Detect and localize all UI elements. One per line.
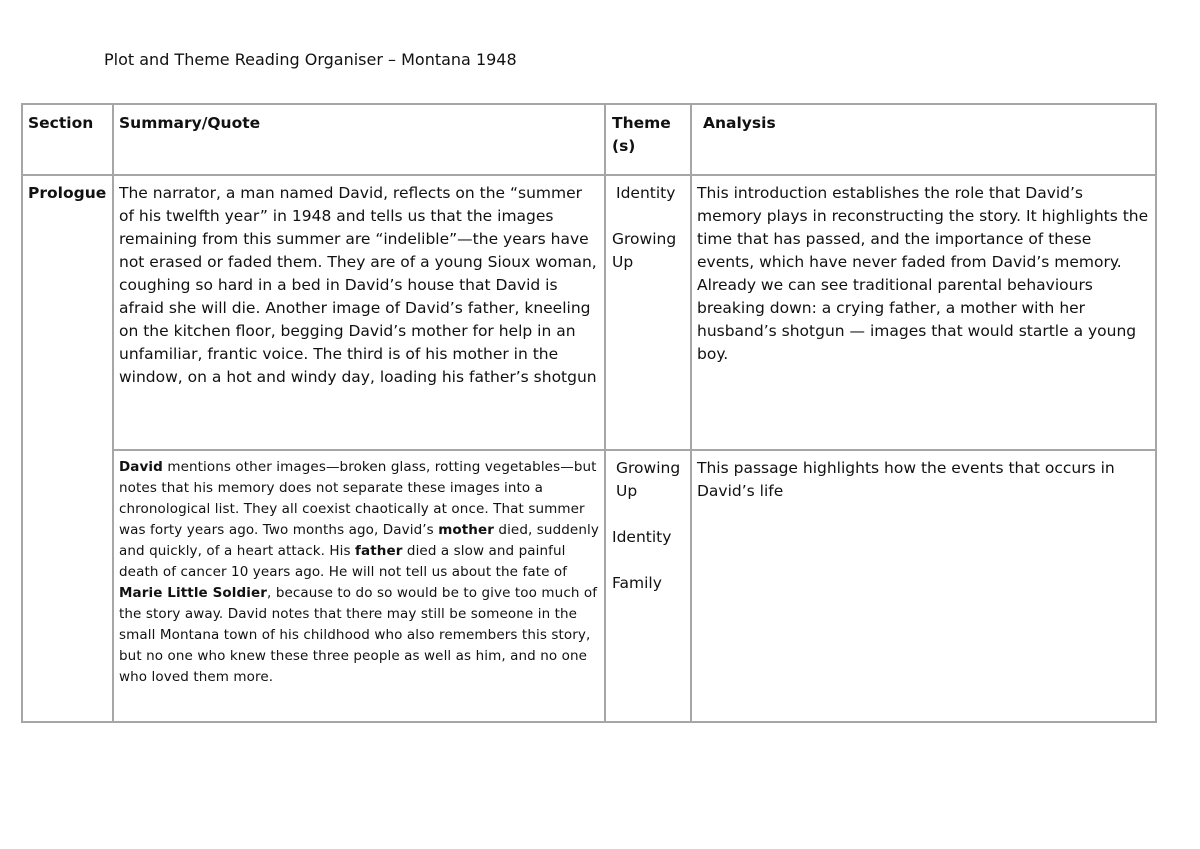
header-theme <box>605 104 691 175</box>
header-summary-quote: Summary/Quote <box>113 104 605 175</box>
table-row <box>22 175 1156 450</box>
header-theme-label: Theme (s) <box>612 114 671 155</box>
header-analysis: Analysis <box>691 104 1156 175</box>
summary-text: mentions other images—broken glass, rotting vegetables—but notes that his memory does not separate these images into a chronological list. They all coexist chaotically at once. That summer was forty years ago. Two months ago, David’s <box>119 459 597 538</box>
reading-organiser-table <box>21 103 1157 723</box>
document-title: Plot and Theme Reading Organiser – Montana 1948 <box>104 50 517 69</box>
theme-item: Growing Up <box>616 459 681 500</box>
header-section: Section <box>22 104 113 175</box>
summary-text: died, suddenly and quickly, of a heart attack. His <box>119 522 599 559</box>
summary-bold-name: mother <box>438 522 495 538</box>
summary-bold-name: Marie Little Soldier <box>119 585 268 601</box>
summary-cell <box>113 450 605 722</box>
summary-bold-name: father <box>355 543 403 559</box>
theme-item: Identity <box>612 528 672 546</box>
table-header-row <box>22 104 1156 175</box>
summary-cell: The narrator, a man named David, reflects on the “summer of his twelfth year” in 1948 and tells us that the images remaining from this summer are “indelible”—the years have not erased or faded them. They are of a young Sioux woman, coughing so hard in a bed in David’s house that David is afraid she will die. Another image of David’s father, kneeling on the kitchen floor, begging David’s mother for help in an unfamiliar, frantic voice. The third is of his mother in the window, on a hot and windy day, loading his father’s shotgun <box>113 175 605 450</box>
table-row <box>22 450 1156 722</box>
theme-cell <box>605 450 691 722</box>
theme-cell <box>605 175 691 450</box>
analysis-cell: This introduction establishes the role that David’s memory plays in reconstructing the story. It highlights the time that has passed, and the importance of these events, which have never faded from David’s memory. Already we can see traditional parental behaviours breaking down: a crying father, a mother with her husband’s shotgun — images that would startle a young boy. <box>691 175 1156 450</box>
theme-item: Identity <box>616 184 676 202</box>
theme-item: Growing Up <box>612 230 677 271</box>
summary-text: died a slow and painful death of cancer 10 years ago. He will not tell us about the fate of <box>119 543 568 580</box>
summary-text: , because to do so would be to give too much of the story away. David notes that there may still be someone in the small Montana town of his childhood who also remembers this story, but no one who knew these three people as well as him, and no one who loved them more. <box>119 585 598 685</box>
analysis-cell: This passage highlights how the events that occurs in David’s life <box>691 450 1156 722</box>
summary-bold-name: David <box>119 459 163 475</box>
section-cell-prologue: Prologue <box>22 175 113 722</box>
theme-item: Family <box>612 574 662 592</box>
